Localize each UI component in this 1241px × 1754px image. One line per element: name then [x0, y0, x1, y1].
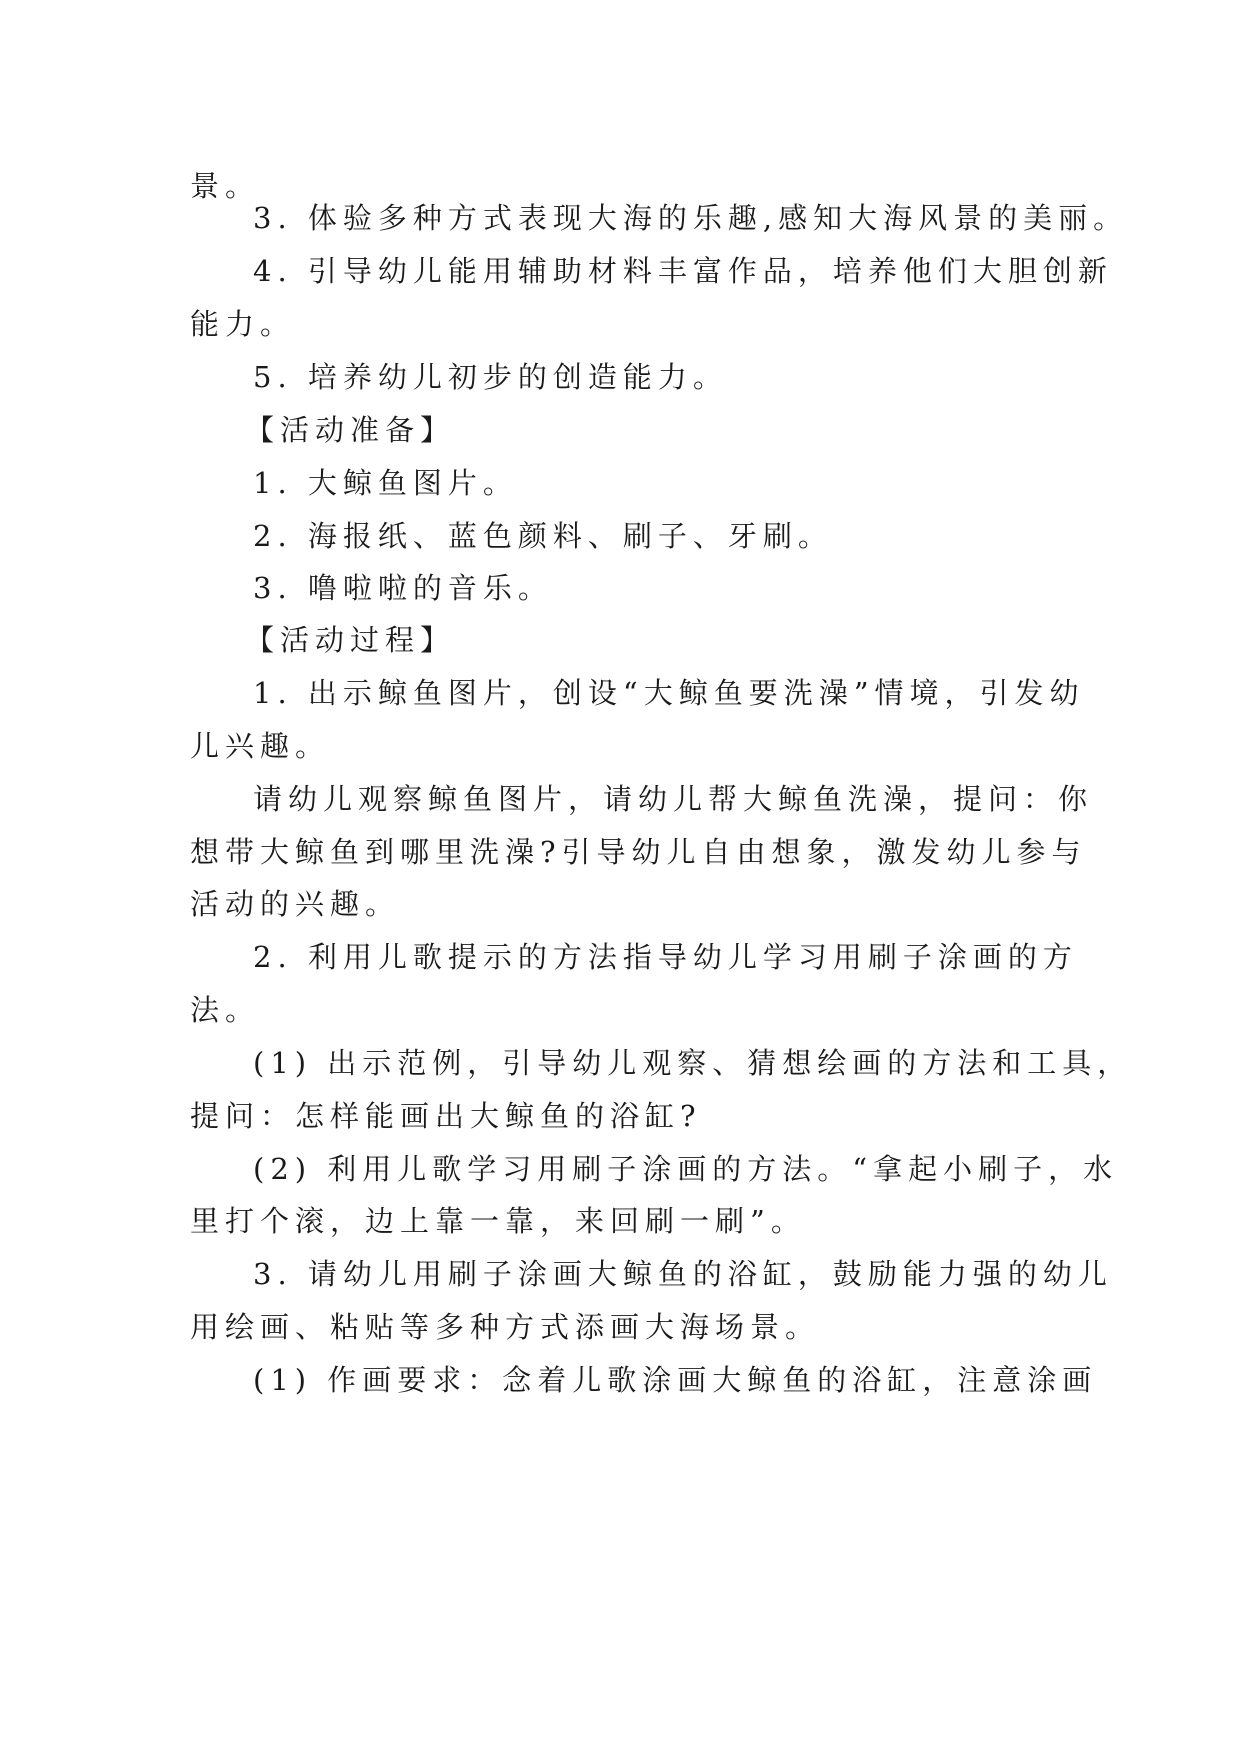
- text-line: 提问：怎样能画出大鲸鱼的浴缸?: [190, 1099, 702, 1133]
- text-line: 法。: [190, 993, 261, 1027]
- sub-step-2: (2) 利用儿歌学习用刷子涂画的方法。“拿起小刷子，水: [253, 1152, 1119, 1186]
- preparation-item-1: 1. 大鲸鱼图片。: [253, 466, 518, 500]
- preparation-item-3: 3. 噜啦啦的音乐。: [253, 571, 553, 605]
- process-step-2: 2. 利用儿歌提示的方法指导幼儿学习用刷子涂画的方: [253, 940, 1078, 974]
- sub-step-1: (1) 作画要求：念着儿歌涂画大鲸鱼的浴缸，注意涂画: [253, 1363, 1098, 1397]
- sub-step-1: (1) 出示范例，引导幼儿观察、猜想绘画的方法和工具，: [253, 1046, 1133, 1080]
- objective-5: 5. 培养幼儿初步的创造能力。: [253, 360, 728, 394]
- text-line: 里打个滚，边上靠一靠，来回刷一刷”。: [190, 1204, 806, 1238]
- process-step-3: 3. 请幼儿用刷子涂画大鲸鱼的浴缸，鼓励能力强的幼儿: [253, 1257, 1113, 1291]
- section-heading-preparation: 【活动准备】: [245, 413, 456, 447]
- objective-3: 3. 体验多种方式表现大海的乐趣,感知大海风景的美丽。: [253, 201, 1129, 235]
- text-line: 能力。: [190, 307, 296, 341]
- section-heading-process: 【活动过程】: [245, 623, 456, 657]
- process-step-1: 1. 出示鲸鱼图片，创设“大鲸鱼要洗澡”情境，引发幼: [253, 676, 1085, 710]
- text-line: 儿兴趣。: [190, 729, 331, 763]
- preparation-item-2: 2. 海报纸、蓝色颜料、刷子、牙刷。: [253, 519, 833, 553]
- objective-4: 4. 引导幼儿能用辅助材料丰富作品，培养他们大胆创新: [253, 254, 1113, 288]
- text-line: 景。: [190, 169, 261, 203]
- paragraph-line: 请幼儿观察鲸鱼图片，请幼儿帮大鲸鱼洗澡，提问：你: [253, 782, 1094, 816]
- text-line: 活动的兴趣。: [190, 887, 401, 921]
- text-line: 用绘画、粘贴等多种方式添画大海场景。: [190, 1310, 821, 1344]
- text-line: 想带大鲸鱼到哪里洗澡?引导幼儿自由想象，激发幼儿参与: [190, 835, 1087, 869]
